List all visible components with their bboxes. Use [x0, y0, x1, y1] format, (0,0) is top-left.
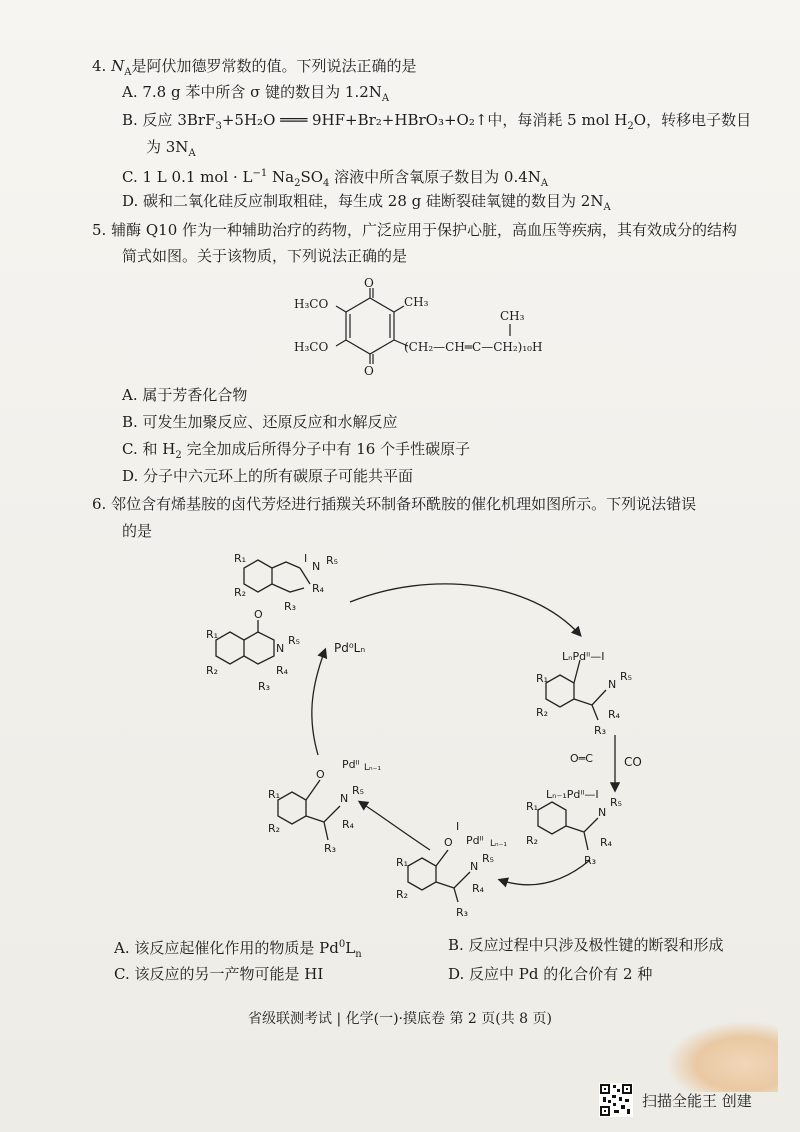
- catalytic-cycle-diagram: [200, 540, 700, 930]
- page-footer: 省级联测考试 | 化学(一)·摸底卷 第 2 页(共 8 页): [248, 1011, 552, 1027]
- co-reagent: CO: [624, 755, 642, 769]
- pd-complex-ring-2: [538, 802, 566, 834]
- arrow-reductive-elimination: [312, 650, 325, 755]
- left-r3: R₃: [324, 842, 337, 855]
- pd-complex-ring-1: [546, 675, 574, 707]
- product-r5: R₅: [288, 634, 301, 647]
- acyl-r4: R₄: [472, 882, 485, 895]
- lnpd-i-label: LₙPdᴵᴵ—I: [562, 650, 605, 663]
- acyl-r5: R₅: [482, 852, 495, 865]
- left-r4: R₄: [342, 818, 355, 831]
- q5-stem-line2: 简式如图。关于该物质，下列说法正确的是: [122, 247, 408, 265]
- acyl-i: I: [456, 820, 460, 833]
- acyl-r3: R₃: [456, 906, 469, 919]
- q6-option-a: A. 该反应起催化作用的物质是 $Pd^0L_n$: [114, 939, 362, 960]
- top-i: I: [304, 552, 308, 565]
- q6-option-b: B. 反应过程中只涉及极性键的断裂和形成: [448, 936, 724, 954]
- palladacycle-ring: [278, 792, 306, 824]
- q4-option-b-cont: 为 $3N_A$: [146, 138, 196, 159]
- ring1-r2: R₂: [536, 706, 549, 719]
- top-r1: R₁: [234, 552, 247, 565]
- top-r5: R₅: [326, 554, 339, 567]
- q4-option-b: B. 反应 3BrF$_3$+5H₂O ═══ 9HF+Br₂+HBrO₃+O₂↑中，每消耗 5 mol $H_2O$，转移电子数目: [122, 111, 752, 132]
- q4-option-c: C. 1 L 0.1 mol · $L^{-1}$ $Na_2SO_4$ 溶液中所含氧原子数目为 $0.4N_A$: [122, 168, 549, 189]
- left-ln1: Lₙ₋₁: [364, 763, 381, 773]
- ring2-r1: R₁: [526, 800, 539, 813]
- q6-option-c: C. 该反应的另一产物可能是 HI: [114, 965, 324, 983]
- scanner-watermark: 扫描全能王 创建: [642, 1092, 752, 1110]
- q5-stem-line1: 5. 辅酶 Q10 作为一种辅助治疗的药物，广泛应用于保护心脏，高血压等疾病，其有效成分的结构: [92, 221, 738, 239]
- acyl-o: O: [444, 836, 453, 849]
- arrow-to-acyl-pd: [360, 802, 430, 850]
- methoxy-top: H₃CO: [294, 297, 329, 311]
- qr-code-icon: [599, 1083, 633, 1117]
- ring2-r3: R₃: [584, 854, 597, 867]
- co-ligand-oc: O═C: [570, 752, 593, 765]
- isoprenoid-chain: (CH₂—CH═C—CH₂)₁₀H: [404, 340, 543, 354]
- acyl-n: N: [470, 860, 479, 873]
- catalyst-pd0ln: Pd⁰Lₙ: [334, 641, 366, 655]
- q6-stem-line2: 的是: [122, 522, 153, 540]
- left-n: N: [340, 792, 349, 805]
- coenzyme-q10-structure: [290, 276, 560, 378]
- acyl-pd: Pdᴵᴵ: [466, 834, 484, 847]
- q5-option-b: B. 可发生加聚反应、还原反应和水解反应: [122, 413, 398, 431]
- q5-option-d: D. 分子中六元环上的所有碳原子可能共平面: [122, 467, 414, 485]
- arrow-migratory-insertion: [500, 860, 590, 885]
- chain-methyl: CH₃: [500, 309, 525, 323]
- o-bottom: O: [364, 364, 374, 378]
- quinone-ring: [346, 298, 394, 354]
- q5-option-a: A. 属于芳香化合物: [122, 386, 248, 404]
- finger-shadow: [668, 1022, 778, 1092]
- q5-option-c: C. 和 $H_2$ 完全加成后所得分子中有 16 个手性碳原子: [122, 440, 471, 461]
- ring1-r5: R₅: [620, 670, 633, 683]
- ring1-r3: R₃: [594, 724, 607, 737]
- q4-stem: 4. $N_A$是阿伏加德罗常数的值。下列说法正确的是: [92, 57, 417, 78]
- ring2-r2: R₂: [526, 834, 539, 847]
- top-n: N: [312, 560, 321, 573]
- top-r3: R₃: [284, 600, 297, 613]
- left-r2: R₂: [268, 822, 281, 835]
- ring2-r5: R₅: [610, 796, 623, 809]
- ln1pd-i-label: Lₙ₋₁Pdᴵᴵ—I: [546, 788, 599, 801]
- arrow-oxidative-addition: [350, 584, 580, 635]
- q4-option-d: D. 碳和二氧化硅反应制取粗硅，每生成 28 g 硅断裂硅氧键的数目为 $2N_A$: [122, 192, 611, 213]
- top-r4: R₄: [312, 582, 325, 595]
- acyl-ln1: Lₙ₋₁: [490, 839, 507, 849]
- product-n: N: [276, 642, 285, 655]
- left-r1: R₁: [268, 788, 281, 801]
- o-top: O: [364, 276, 374, 290]
- methoxy-bottom: H₃CO: [294, 340, 329, 354]
- left-r5: R₅: [352, 784, 365, 797]
- product-r2: R₂: [206, 664, 219, 677]
- product-r4: R₄: [276, 664, 289, 677]
- ring-methyl: CH₃: [404, 295, 429, 309]
- ring1-n: N: [608, 678, 617, 691]
- acyl-r1: R₁: [396, 856, 409, 869]
- substrate-ring: [244, 560, 272, 592]
- product-r3: R₃: [258, 680, 271, 693]
- acyl-complex-ring: [408, 858, 436, 890]
- q4-option-a: A. 7.8 g 苯中所含 σ 键的数目为 $1.2N_A$: [122, 83, 390, 104]
- ring2-n: N: [598, 806, 607, 819]
- left-o: O: [316, 768, 325, 781]
- product-ring: [216, 632, 244, 664]
- ring1-r4: R₄: [608, 708, 621, 721]
- ring1-r1: R₁: [536, 672, 549, 685]
- q6-stem-line1: 6. 邻位含有烯基胺的卤代芳烃进行插羰关环制备环酰胺的催化机理如图所示。下列说法错误: [92, 495, 697, 513]
- q6-option-d: D. 反应中 Pd 的化合价有 2 种: [448, 965, 653, 983]
- ring2-r4: R₄: [600, 836, 613, 849]
- acyl-r2: R₂: [396, 888, 409, 901]
- product-r1: R₁: [206, 628, 219, 641]
- left-pd: Pdᴵᴵ: [342, 758, 360, 771]
- product-o: O: [254, 608, 263, 621]
- top-r2: R₂: [234, 586, 247, 599]
